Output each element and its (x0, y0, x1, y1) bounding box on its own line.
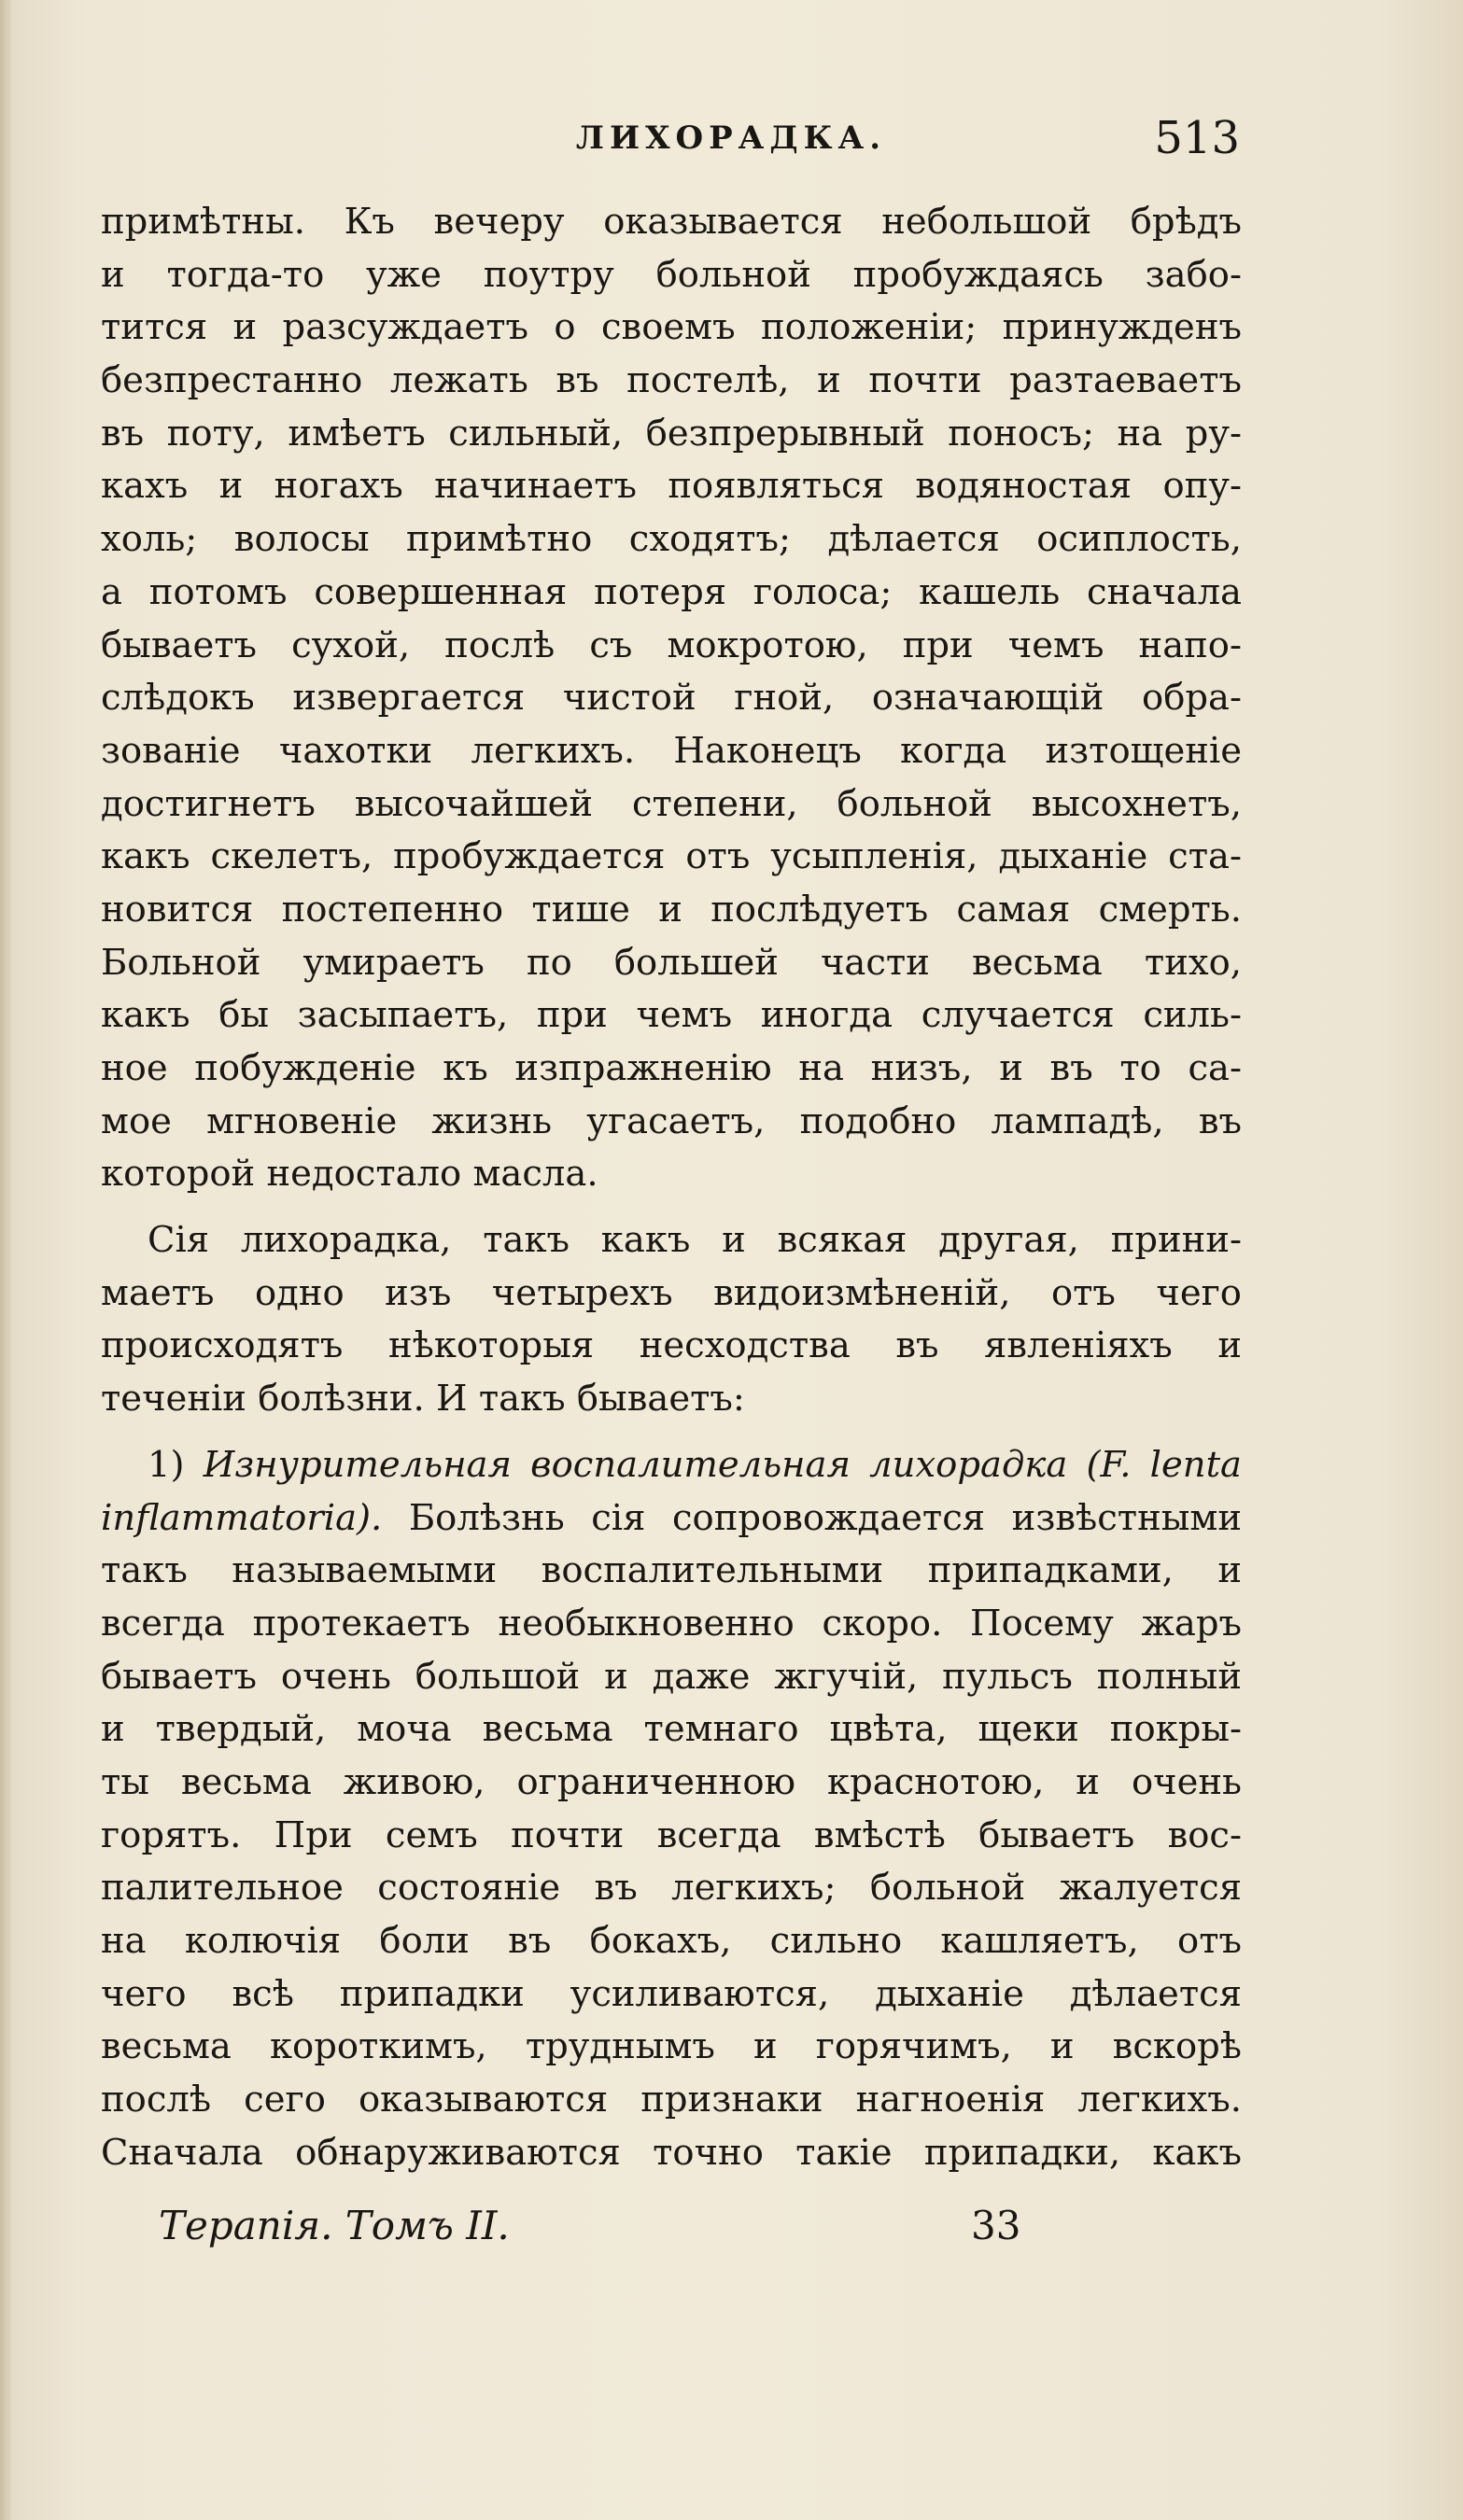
text-line: такъ называемыми воспалительными припадками, и (101, 1549, 1242, 1592)
text-line-heading (101, 1439, 1242, 1492)
paragraph-gap (101, 1201, 1242, 1214)
text-line: ное побужденіе къ изпражненію на низъ, и въ то са- (101, 1047, 1242, 1089)
text-line: какъ скелетъ, пробуждается отъ усыпленія, дыханіе ста- (101, 835, 1242, 878)
text-line: зованіе чахотки легкихъ. Наконецъ когда изтощеніе (101, 729, 1242, 772)
text-line: бываетъ сухой, послѣ съ мокротою, при чемъ напо- (101, 623, 1242, 666)
text-line: новится постепенно тише и послѣдуетъ самая смерть. (101, 888, 1242, 931)
volume-title: Терапія. Томъ II. (159, 2203, 510, 2248)
text-line: всегда протекаетъ необыкновенно скоро. Посему жаръ (101, 1602, 1242, 1645)
paragraph-1 (101, 196, 1242, 1201)
text-line: и тогда-то уже поутру больной пробуждаясь забо- (101, 253, 1242, 296)
signature-mark: 33 (971, 2203, 1021, 2248)
text-line: въ поту, имѣетъ сильный, безпрерывный поносъ; на ру- (101, 412, 1242, 455)
paragraph-3 (101, 1439, 1242, 2180)
text-line: теченіи болѣзни. И такъ бываетъ: (101, 1378, 745, 1421)
text-line: бываетъ очень большой и даже жгучій, пульсъ полный (101, 1655, 1242, 1698)
text-line: мое мгновеніе жизнь угасаетъ, подобно лампадѣ, въ (101, 1099, 1242, 1142)
text-fragment: Болѣзнь сія сопровождается извѣстными (408, 1496, 1242, 1539)
text-line: Больной умираетъ по большей части весьма тихо, (101, 941, 1242, 984)
text-line: а потомъ совершенная потеря голоса; кашель сначала (101, 570, 1242, 613)
text-line: которой недостало масла. (101, 1153, 598, 1196)
fever-name: Изнурительная воспалительная лихорадка (203, 1443, 1068, 1486)
text-line: достигнетъ высочайшей степени, больной высохнетъ, (101, 782, 1242, 825)
gutter-shadow (0, 0, 13, 2520)
item-number: 1) (148, 1443, 185, 1486)
text-line: послѣ сего оказываются признаки нагноенія легкихъ. (101, 2079, 1242, 2121)
text-line: происходятъ нѣкоторыя несходства въ явленіяхъ и (101, 1324, 1242, 1367)
page-number: 513 (1154, 112, 1240, 164)
text-line: ты весьма живою, ограниченною краснотою, и очень (101, 1760, 1242, 1803)
text-line (101, 1492, 1242, 1546)
running-head (110, 112, 1240, 175)
text-line: холь; волосы примѣтно сходятъ; дѣлается осиплость, (101, 518, 1242, 561)
page-footer (159, 2203, 1092, 2268)
text-line: тится и разсуждаетъ о своемъ положеніи; принужденъ (101, 306, 1242, 349)
text-line: Сія лихорадка, такъ какъ и всякая другая, прини- (148, 1219, 1242, 1262)
text-line: какъ бы засыпаетъ, при чемъ иногда случается силь- (101, 994, 1242, 1037)
text-line: примѣтны. Къ вечеру оказывается небольшой брѣдъ (101, 201, 1242, 243)
running-title: ЛИХОРАДКА. (575, 119, 887, 157)
text-line: палительное состояніе въ легкихъ; больной жалуется (101, 1867, 1242, 1910)
text-line: маетъ одно изъ четырехъ видоизмѣненій, отъ чего (101, 1271, 1242, 1314)
paragraph-gap (101, 1426, 1242, 1439)
latin-name-start: (F. lenta (1086, 1443, 1242, 1486)
paragraph-2 (101, 1214, 1242, 1426)
text-line: кахъ и ногахъ начинаетъ появляться водяностая опу- (101, 465, 1242, 508)
text-line: на колючія боли въ бокахъ, сильно кашляетъ, отъ (101, 1920, 1242, 1962)
text-line: и твердый, моча весьма темнаго цвѣта, щеки покры- (101, 1708, 1242, 1751)
text-line: Сначала обнаруживаются точно такіе припадки, какъ (101, 2131, 1242, 2174)
text-line: весьма короткимъ, труднымъ и горячимъ, и вскорѣ (101, 2025, 1242, 2068)
text-line: горятъ. При семъ почти всегда вмѣстѣ бываетъ вос- (101, 1813, 1242, 1856)
body-text (101, 196, 1242, 2179)
text-line: безпрестанно лежать въ постелѣ, и почти разтаеваетъ (101, 359, 1242, 402)
text-line: слѣдокъ извергается чистой гной, означающій обра- (101, 677, 1242, 720)
latin-name-end: inflammatoria). (101, 1496, 383, 1539)
text-line: чего всѣ припадки усиливаются, дыханіе дѣлается (101, 1972, 1242, 2015)
